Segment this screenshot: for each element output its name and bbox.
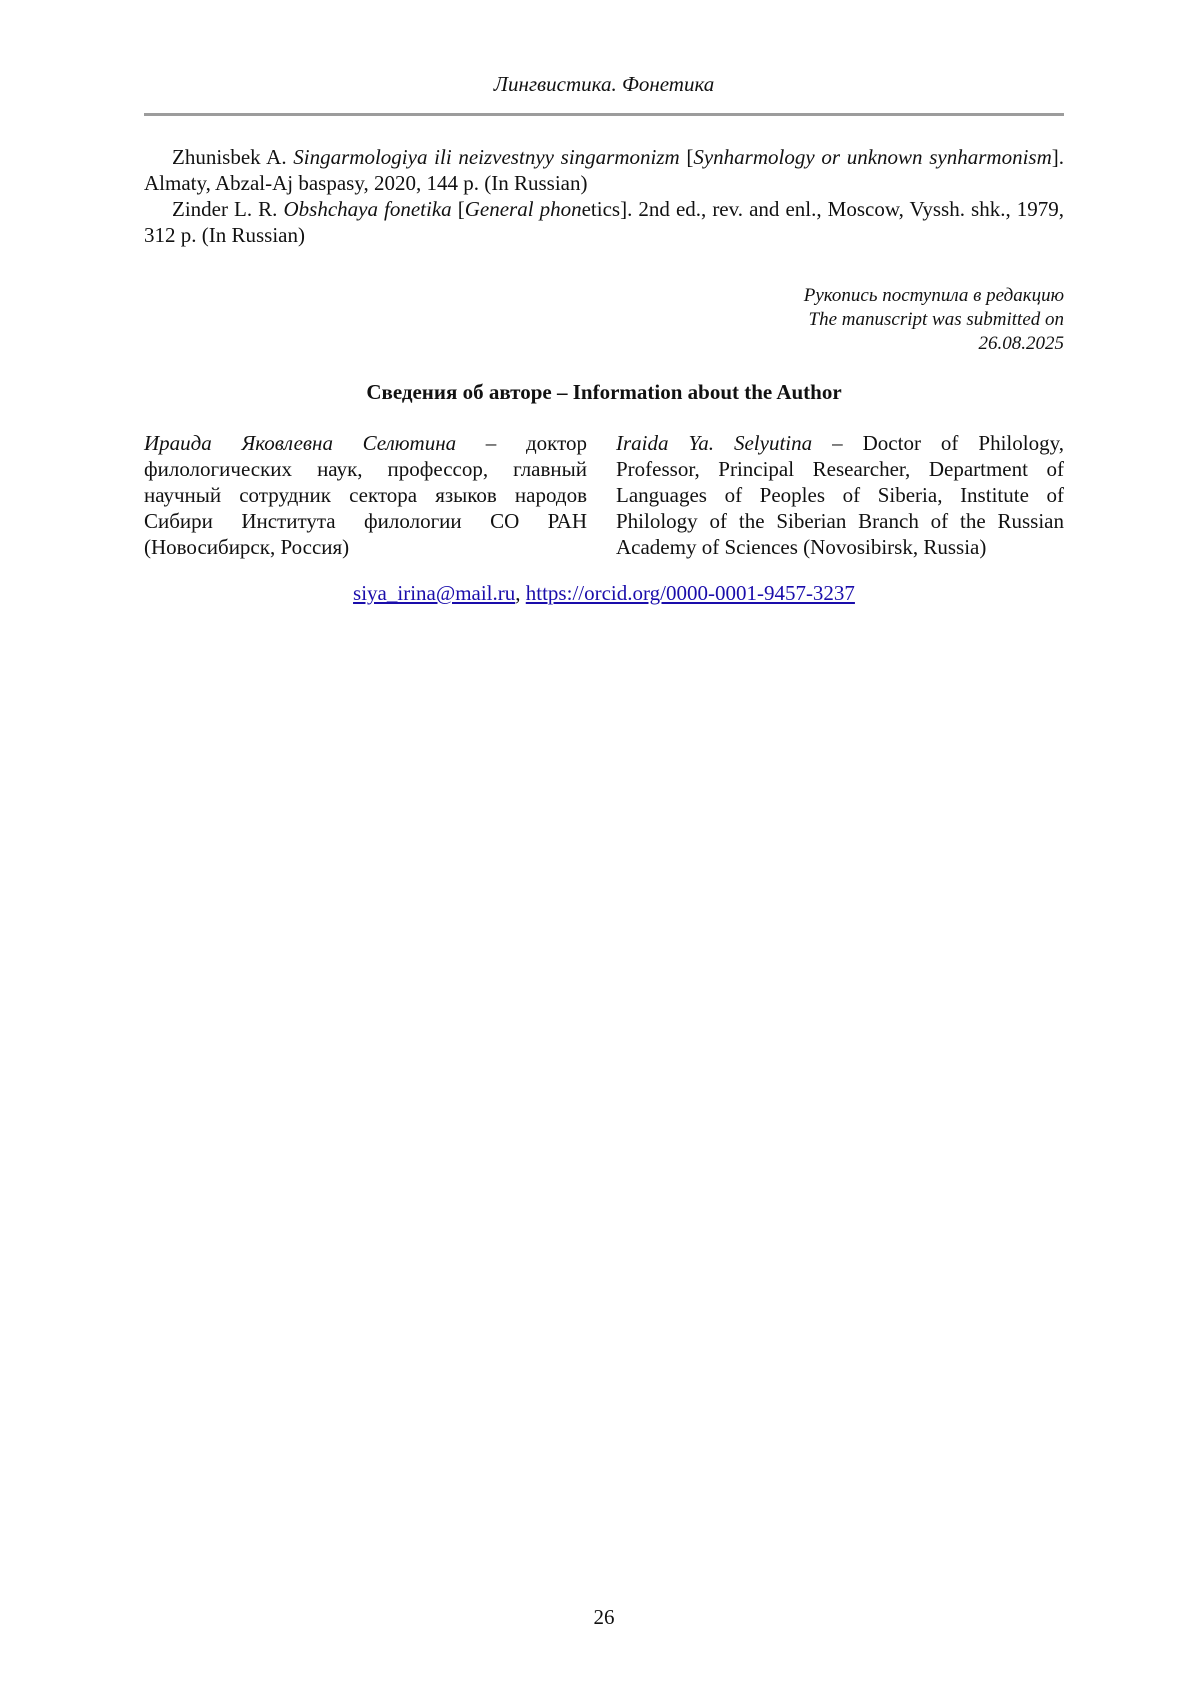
reference-list: [144, 144, 1064, 248]
author-info-heading: Сведения об авторе – Information about the Author: [366, 380, 842, 404]
author-info-en: [616, 430, 1064, 560]
author-contacts: [144, 580, 1064, 606]
reference-author: Zinder L. R.: [172, 197, 284, 221]
submission-note-en: The manuscript was submitted on: [808, 309, 1064, 330]
reference-translation: General phon: [464, 197, 582, 221]
reference-item: [144, 196, 1064, 248]
reference-details: etics]. 2nd ed., rev. and enl., Moscow, Vyssh. shk., 1979, 312 p. (In Russian): [144, 197, 1065, 247]
reference-author: Zhunisbek A.: [172, 145, 294, 169]
reference-title: Singarmologiya ili neizvestnyy singarmonizm: [293, 145, 680, 169]
reference-bracket: [: [679, 145, 694, 169]
reference-translation: Synharmology or unknown synharmonism: [693, 145, 1052, 169]
author-bio-ru: – доктор филологических наук, профессор, главный научный сотрудник сектора языков народов Сибири Института филологии СО РАН (Новосибирск, Россия): [144, 431, 587, 559]
submission-note-ru: Рукопись поступила в редакцию: [803, 285, 1064, 306]
page-number: 26: [593, 1605, 615, 1629]
reference-bracket: [: [451, 197, 465, 221]
author-info-ru: [144, 430, 587, 560]
reference-details: ]. Almaty, Abzal-Aj baspasy, 2020, 144 p. (In Russian): [144, 145, 1064, 195]
submission-note: [600, 284, 1064, 356]
author-name-ru: Ираида Яковлевна Селютина: [144, 431, 457, 455]
submission-date: 26.08.2025: [978, 333, 1064, 354]
header-divider: [144, 113, 1064, 116]
reference-item: [144, 144, 1064, 196]
author-bio-en: – Doctor of Philology, Professor, Principal Researcher, Department of Languages of Peoples of Siberia, Institute of Philology of the Siberian Branch of the Russian Academy of Sciences (Novosibirsk, Russia): [616, 431, 1064, 559]
author-email-link[interactable]: siya_irina@mail.ru: [353, 581, 516, 605]
author-name-en: Iraida Ya. Selyutina: [616, 431, 813, 455]
running-header: Лингвистика. Фонетика: [493, 72, 715, 96]
reference-title: Obshchaya fonetika: [283, 197, 452, 221]
author-orcid-link[interactable]: https://orcid.org/0000-0001-9457-3237: [525, 581, 855, 605]
contact-separator: ,: [515, 581, 526, 605]
